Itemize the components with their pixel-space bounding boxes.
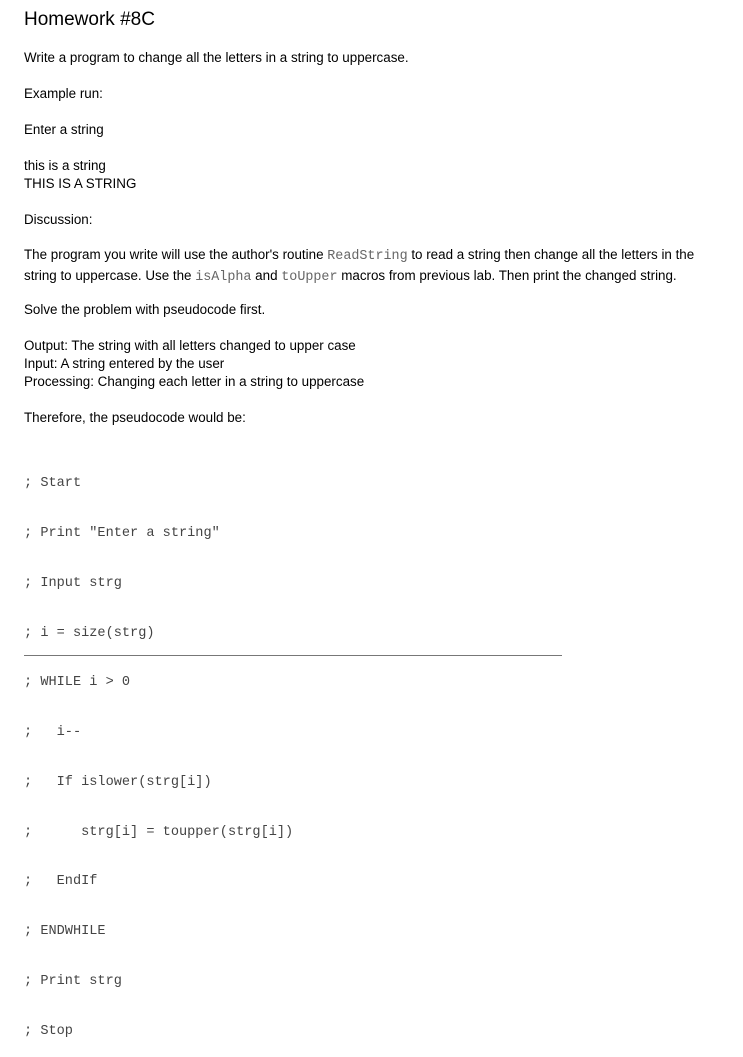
discussion-text: and [251, 267, 282, 283]
pseudocode-line: ; Print "Enter a string" [24, 525, 220, 541]
input-line: Input: A string entered by the user [24, 356, 225, 371]
intro-text: Write a program to change all the letters in a string to uppercase. [24, 50, 409, 65]
solve-instruction: Solve the problem with pseudocode first. [24, 302, 266, 317]
bottom-divider [24, 655, 562, 656]
discussion-text: macros from previous lab. Then print the changed string. [337, 267, 677, 283]
example-prompt: Enter a string [24, 122, 104, 137]
code-toupper: toUpper [281, 269, 338, 285]
pseudocode-line: ; If islower(strg[i]) [24, 774, 212, 790]
page-title: Homework #8C [24, 9, 155, 30]
pseudocode-line: ; WHILE i > 0 [24, 675, 131, 691]
discussion-text: to read a string then change all the letters in the string to uppercase. Use the [24, 247, 695, 283]
pseudocode-line: ; Input strg [24, 575, 122, 591]
discussion-label: Discussion: [24, 212, 93, 227]
pseudocode-line: ; i-- [24, 725, 82, 741]
discussion-text: The program you write will use the author's routine [24, 247, 328, 262]
therefore-text: Therefore, the pseudocode would be: [24, 410, 246, 425]
pseudocode-line: ; Start [24, 476, 82, 492]
pseudocode-line: ; ENDWHILE [24, 924, 106, 940]
pseudocode-line: ; Stop [24, 1023, 73, 1039]
pseudocode-line: ; i = size(strg) [24, 625, 155, 641]
pseudocode-block [24, 443, 293, 1057]
example-output: THIS IS A STRING [24, 176, 137, 191]
example-input: this is a string [24, 158, 106, 173]
example-label: Example run: [24, 86, 103, 101]
pseudocode-line: ; EndIf [24, 874, 98, 890]
pseudocode-line: ; strg[i] = toupper(strg[i]) [24, 824, 294, 840]
output-line: Output: The string with all letters changed to upper case [24, 338, 356, 353]
code-readstring: ReadString [327, 249, 408, 264]
pseudocode-line: ; Print strg [24, 974, 122, 989]
code-isalpha: isAlpha [195, 269, 252, 285]
processing-line: Processing: Changing each letter in a string to uppercase [24, 374, 365, 389]
discussion-paragraph [24, 246, 724, 287]
